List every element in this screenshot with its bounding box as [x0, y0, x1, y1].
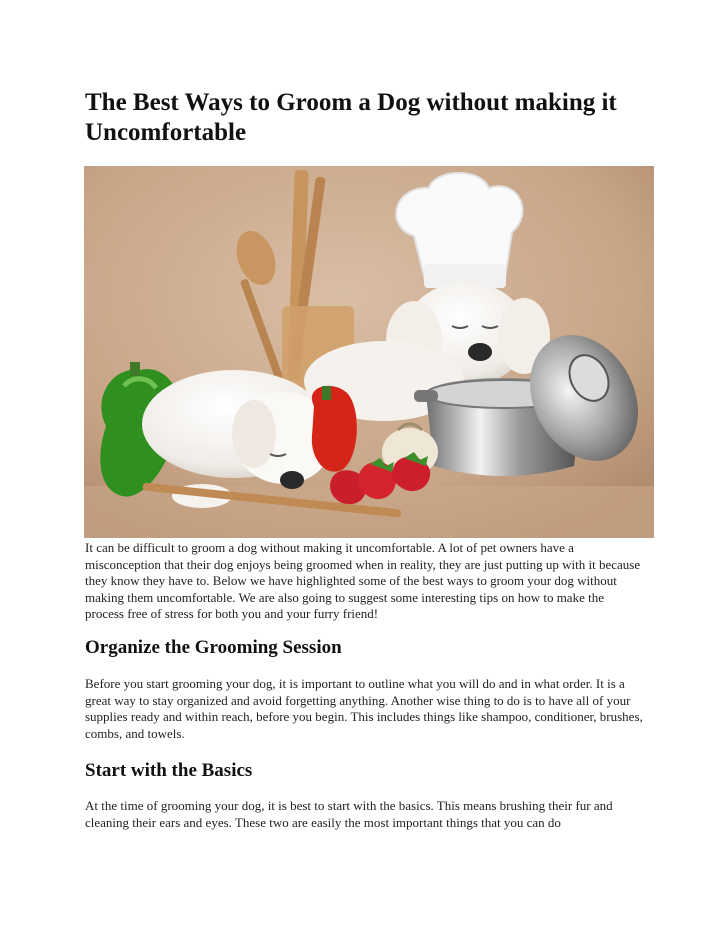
hero-photo-two-puppies-with-chef-hat-and-cooking-pot	[84, 166, 654, 538]
intro-paragraph: It can be difficult to groom a dog without making it uncomfortable. A lot of pet owners have a misconception that their dog enjoys being groomed when in reality, they are just putting up with it because they know they have to. Below we have highlighted some of the best ways to groom your dog without making them uncomfortable. We are also going to suggest some interesting tips on how to make the process free of stress for both you and your furry friend!	[85, 540, 641, 621]
section-paragraph-organize: Before you start grooming your dog, it is important to outline what you will do and in what order. It is a great way to stay organized and avoid forgetting anything. Another wise thing to do is to have all of your supplies ready and within reach, before you begin. This includes things like shampoo, conditioner, brushes, combs, and towels.	[85, 676, 643, 741]
section-heading-basics: Start with the Basics	[85, 760, 253, 781]
section-heading-organize: Organize the Grooming Session	[85, 637, 342, 658]
article-title: The Best Ways to Groom a Dog without making it Uncomfortable	[85, 89, 617, 146]
section-paragraph-basics: At the time of grooming your dog, it is best to start with the basics. This means brushing their fur and cleaning their ears and eyes. These two are easily the most important things that you can do	[85, 798, 613, 830]
